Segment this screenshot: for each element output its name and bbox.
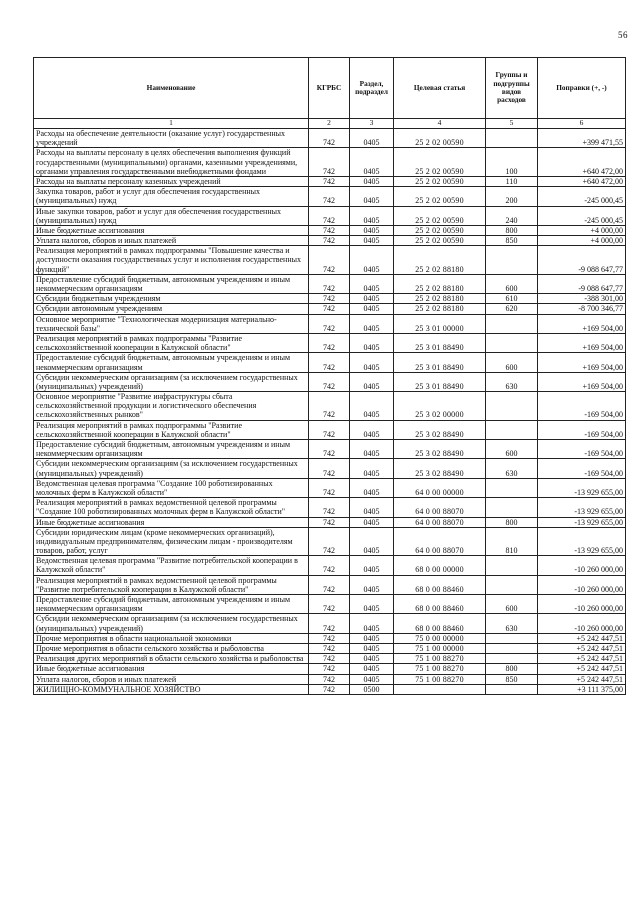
row-expense-group: 610 xyxy=(486,294,538,304)
row-target-article: 25 2 02 00590 xyxy=(394,236,486,246)
row-name: Предоставление субсидий бюджетным, автономным учреждениям и иным некоммерческим организациям xyxy=(34,595,309,614)
row-amendment-amount: +169 504,00 xyxy=(538,314,626,333)
row-kgrbs: 742 xyxy=(309,206,350,225)
row-kgrbs: 742 xyxy=(309,187,350,206)
row-amendment-amount: -10 260 000,00 xyxy=(538,556,626,575)
row-expense-group xyxy=(486,420,538,439)
row-target-article: 25 3 02 88490 xyxy=(394,459,486,478)
row-kgrbs: 742 xyxy=(309,129,350,148)
row-amendment-amount: -245 000,45 xyxy=(538,187,626,206)
row-amendment-amount: -10 260 000,00 xyxy=(538,595,626,614)
table-row xyxy=(34,129,626,148)
row-section: 0405 xyxy=(350,556,394,575)
row-amendment-amount: -169 504,00 xyxy=(538,459,626,478)
row-kgrbs: 742 xyxy=(309,654,350,664)
row-kgrbs: 742 xyxy=(309,353,350,372)
table-row xyxy=(34,575,626,594)
row-kgrbs: 742 xyxy=(309,478,350,497)
row-expense-group xyxy=(486,643,538,653)
row-name: Реализация мероприятий в рамках подпрограммы "Развитие сельскохозяйственной кооперации в Калужской области" xyxy=(34,420,309,439)
row-target-article: 25 2 02 00590 xyxy=(394,148,486,177)
row-amendment-amount: +5 242 447,51 xyxy=(538,664,626,674)
table-row xyxy=(34,527,626,556)
row-section: 0405 xyxy=(350,527,394,556)
row-section: 0405 xyxy=(350,176,394,186)
table-row xyxy=(34,176,626,186)
row-kgrbs: 742 xyxy=(309,176,350,186)
row-kgrbs: 742 xyxy=(309,498,350,517)
row-expense-group: 850 xyxy=(486,236,538,246)
row-amendment-amount: +169 504,00 xyxy=(538,372,626,391)
header-amendment: Поправки (+, -) xyxy=(538,58,626,119)
row-kgrbs: 742 xyxy=(309,633,350,643)
row-section: 0405 xyxy=(350,187,394,206)
row-amendment-amount: -8 700 346,77 xyxy=(538,304,626,314)
row-name: Субсидии некоммерческим организациям (за исключением государственных (муниципальных) учреждений) xyxy=(34,614,309,633)
row-target-article: 25 2 02 00590 xyxy=(394,206,486,225)
row-target-article: 75 1 00 88270 xyxy=(394,654,486,664)
header-row xyxy=(34,58,626,119)
row-amendment-amount: +4 000,00 xyxy=(538,236,626,246)
row-name: Ведомственная целевая программа "Создание 100 роботизированных молочных ферм в Калужской области" xyxy=(34,478,309,497)
row-kgrbs: 742 xyxy=(309,148,350,177)
table-row xyxy=(34,633,626,643)
row-amendment-amount: -9 088 647,77 xyxy=(538,246,626,275)
row-section: 0405 xyxy=(350,294,394,304)
row-expense-group: 600 xyxy=(486,353,538,372)
table-row xyxy=(34,517,626,527)
row-name: Субсидии юридическим лицам (кроме некоммерческих организаций), индивидуальным предпринимателям, физическим лицам - производителям товаров, работ, услуг xyxy=(34,527,309,556)
row-kgrbs: 742 xyxy=(309,294,350,304)
row-name: Расходы на выплаты персоналу в целях обеспечения выполнения функций государственными (муниципальными) органами, казенными учреждениями, органами управления государственными внебюджетными фондами xyxy=(34,148,309,177)
row-expense-group xyxy=(486,478,538,497)
row-section: 0405 xyxy=(350,633,394,643)
table-row xyxy=(34,372,626,391)
row-name: Субсидии некоммерческим организациям (за исключением государственных (муниципальных) учреждений) xyxy=(34,459,309,478)
table-row xyxy=(34,206,626,225)
row-target-article: 25 2 02 88180 xyxy=(394,274,486,293)
row-target-article: 25 3 02 00000 xyxy=(394,392,486,421)
row-kgrbs: 742 xyxy=(309,440,350,459)
row-amendment-amount: -10 260 000,00 xyxy=(538,614,626,633)
row-name: Реализация мероприятий в рамках ведомственной целевой программы "Развитие потребительской кооперации в Калужской области" xyxy=(34,575,309,594)
row-name: Расходы на выплаты персоналу казенных учреждений xyxy=(34,176,309,186)
row-target-article: 25 3 02 88490 xyxy=(394,440,486,459)
row-expense-group: 630 xyxy=(486,459,538,478)
row-section: 0405 xyxy=(350,246,394,275)
table-row xyxy=(34,498,626,517)
row-amendment-amount: -169 504,00 xyxy=(538,440,626,459)
table-row xyxy=(34,643,626,653)
table-row xyxy=(34,246,626,275)
row-expense-group: 100 xyxy=(486,148,538,177)
row-expense-group: 240 xyxy=(486,206,538,225)
row-section: 0405 xyxy=(350,206,394,225)
row-section: 0405 xyxy=(350,353,394,372)
row-target-article: 25 2 02 88180 xyxy=(394,294,486,304)
row-expense-group: 600 xyxy=(486,595,538,614)
row-target-article: 64 0 00 88070 xyxy=(394,498,486,517)
row-expense-group: 800 xyxy=(486,517,538,527)
row-expense-group: 800 xyxy=(486,225,538,235)
row-target-article: 25 3 01 88490 xyxy=(394,333,486,352)
row-expense-group xyxy=(486,498,538,517)
column-number: 1 xyxy=(34,119,309,129)
row-amendment-amount: +640 472,00 xyxy=(538,176,626,186)
row-section: 0405 xyxy=(350,654,394,664)
table-row xyxy=(34,333,626,352)
row-name: Реализация мероприятий в рамках подпрограммы "Развитие сельскохозяйственной кооперации в Калужской области" xyxy=(34,333,309,352)
row-name: Субсидии некоммерческим организациям (за исключением государственных (муниципальных) учреждений) xyxy=(34,372,309,391)
row-expense-group xyxy=(486,633,538,643)
row-kgrbs: 742 xyxy=(309,684,350,694)
table-row xyxy=(34,392,626,421)
table-row xyxy=(34,459,626,478)
row-expense-group: 630 xyxy=(486,372,538,391)
row-expense-group xyxy=(486,575,538,594)
column-number: 5 xyxy=(486,119,538,129)
row-name: Реализация мероприятий в рамках подпрограммы "Повышение качества и доступности оказания государственных услуг и исполнения государственных функций" xyxy=(34,246,309,275)
table-row xyxy=(34,664,626,674)
row-target-article: 25 3 01 88490 xyxy=(394,372,486,391)
row-target-article: 68 0 00 88460 xyxy=(394,614,486,633)
row-kgrbs: 742 xyxy=(309,556,350,575)
row-expense-group xyxy=(486,556,538,575)
row-expense-group: 600 xyxy=(486,274,538,293)
row-amendment-amount: +169 504,00 xyxy=(538,353,626,372)
row-section: 0405 xyxy=(350,459,394,478)
row-target-article: 64 0 00 88070 xyxy=(394,527,486,556)
row-amendment-amount: +169 504,00 xyxy=(538,333,626,352)
column-number: 4 xyxy=(394,119,486,129)
table-row xyxy=(34,556,626,575)
table-row xyxy=(34,654,626,664)
header-name: Наименование xyxy=(34,58,309,119)
row-target-article: 25 3 01 00000 xyxy=(394,314,486,333)
row-target-article: 68 0 00 88460 xyxy=(394,575,486,594)
header-target: Целевая статья xyxy=(394,58,486,119)
row-kgrbs: 742 xyxy=(309,674,350,684)
row-kgrbs: 742 xyxy=(309,527,350,556)
row-name: Закупка товаров, работ и услуг для обеспечения государственных (муниципальных) нужд xyxy=(34,187,309,206)
table-row xyxy=(34,148,626,177)
row-name: Предоставление субсидий бюджетным, автономным учреждениям и иным некоммерческим организациям xyxy=(34,353,309,372)
row-kgrbs: 742 xyxy=(309,392,350,421)
row-kgrbs: 742 xyxy=(309,274,350,293)
row-kgrbs: 742 xyxy=(309,517,350,527)
row-name: Прочие мероприятия в области сельского хозяйства и рыболовства xyxy=(34,643,309,653)
row-expense-group: 110 xyxy=(486,176,538,186)
row-name: Предоставление субсидий бюджетным, автономным учреждениям и иным некоммерческим организациям xyxy=(34,274,309,293)
table-row xyxy=(34,353,626,372)
row-expense-group xyxy=(486,129,538,148)
column-number: 2 xyxy=(309,119,350,129)
row-expense-group: 800 xyxy=(486,664,538,674)
row-target-article: 68 0 00 88460 xyxy=(394,595,486,614)
row-section: 0500 xyxy=(350,684,394,694)
row-amendment-amount: -245 000,45 xyxy=(538,206,626,225)
row-name: Ведомственная целевая программа "Развитие потребительской кооперации в Калужской области" xyxy=(34,556,309,575)
table-row xyxy=(34,440,626,459)
column-number: 6 xyxy=(538,119,626,129)
row-amendment-amount: -388 301,00 xyxy=(538,294,626,304)
row-section: 0405 xyxy=(350,129,394,148)
row-amendment-amount: +5 242 447,51 xyxy=(538,643,626,653)
row-section: 0405 xyxy=(350,478,394,497)
row-section: 0405 xyxy=(350,148,394,177)
row-kgrbs: 742 xyxy=(309,333,350,352)
row-kgrbs: 742 xyxy=(309,372,350,391)
table-row xyxy=(34,187,626,206)
row-kgrbs: 742 xyxy=(309,225,350,235)
row-section: 0405 xyxy=(350,372,394,391)
row-target-article: 25 3 02 88490 xyxy=(394,420,486,439)
row-target-article: 25 2 02 88180 xyxy=(394,246,486,275)
row-target-article: 25 2 02 88180 xyxy=(394,304,486,314)
table-row xyxy=(34,674,626,684)
header-section: Раздел, подраздел xyxy=(350,58,394,119)
row-amendment-amount: -169 504,00 xyxy=(538,392,626,421)
row-section: 0405 xyxy=(350,614,394,633)
table-row xyxy=(34,614,626,633)
row-name: Субсидии бюджетным учреждениям xyxy=(34,294,309,304)
row-amendment-amount: +5 242 447,51 xyxy=(538,654,626,664)
table-row xyxy=(34,294,626,304)
row-section: 0405 xyxy=(350,304,394,314)
row-name: Иные бюджетные ассигнования xyxy=(34,225,309,235)
row-target-article: 25 2 02 00590 xyxy=(394,187,486,206)
row-expense-group xyxy=(486,314,538,333)
row-name: Реализация мероприятий в рамках ведомственной целевой программы "Создание 100 роботизированных молочных ферм в Калужской области" xyxy=(34,498,309,517)
row-section: 0405 xyxy=(350,643,394,653)
row-kgrbs: 742 xyxy=(309,614,350,633)
row-kgrbs: 742 xyxy=(309,246,350,275)
row-amendment-amount: -9 088 647,77 xyxy=(538,274,626,293)
row-target-article: 75 1 00 88270 xyxy=(394,674,486,684)
row-kgrbs: 742 xyxy=(309,420,350,439)
row-section: 0405 xyxy=(350,575,394,594)
row-amendment-amount: +5 242 447,51 xyxy=(538,633,626,643)
row-amendment-amount: -13 929 655,00 xyxy=(538,478,626,497)
row-name: Расходы на обеспечение деятельности (оказание услуг) государственных учреждений xyxy=(34,129,309,148)
row-amendment-amount: -10 260 000,00 xyxy=(538,575,626,594)
table-row xyxy=(34,684,626,694)
row-expense-group: 200 xyxy=(486,187,538,206)
row-target-article: 75 1 00 88270 xyxy=(394,664,486,674)
row-kgrbs: 742 xyxy=(309,236,350,246)
row-target-article: 64 0 00 00000 xyxy=(394,478,486,497)
row-name: Основное мероприятие "Развитие инфраструктуры сбыта сельскохозяйственной продукции и логистического обеспечения сельскохозяйственных рынков" xyxy=(34,392,309,421)
row-target-article: 25 2 02 00590 xyxy=(394,176,486,186)
row-target-article: 75 1 00 00000 xyxy=(394,643,486,653)
row-expense-group: 810 xyxy=(486,527,538,556)
row-expense-group: 600 xyxy=(486,440,538,459)
row-amendment-amount: +5 242 447,51 xyxy=(538,674,626,684)
row-amendment-amount: -169 504,00 xyxy=(538,420,626,439)
row-amendment-amount: +4 000,00 xyxy=(538,225,626,235)
header-group: Группы и подгруппы видов расходов xyxy=(486,58,538,119)
row-name: Основное мероприятие "Технологическая модернизация материально-технической базы" xyxy=(34,314,309,333)
row-name: Иные закупки товаров, работ и услуг для обеспечения государственных (муниципальных) нужд xyxy=(34,206,309,225)
row-name: ЖИЛИЩНО-КОММУНАЛЬНОЕ ХОЗЯЙСТВО xyxy=(34,684,309,694)
row-expense-group: 850 xyxy=(486,674,538,684)
row-name: Уплата налогов, сборов и иных платежей xyxy=(34,236,309,246)
row-amendment-amount: -13 929 655,00 xyxy=(538,498,626,517)
row-target-article: 25 3 01 88490 xyxy=(394,353,486,372)
row-amendment-amount: +640 472,00 xyxy=(538,148,626,177)
table-body xyxy=(34,129,626,695)
row-kgrbs: 742 xyxy=(309,595,350,614)
table-row xyxy=(34,304,626,314)
table-row xyxy=(34,314,626,333)
row-kgrbs: 742 xyxy=(309,575,350,594)
table-row xyxy=(34,478,626,497)
row-target-article: 25 2 02 00590 xyxy=(394,129,486,148)
row-section: 0405 xyxy=(350,236,394,246)
row-section: 0405 xyxy=(350,333,394,352)
row-name: Иные бюджетные ассигнования xyxy=(34,517,309,527)
row-target-article: 64 0 00 88070 xyxy=(394,517,486,527)
budget-amendments-table xyxy=(33,57,626,695)
row-name: Прочие мероприятия в области национальной экономики xyxy=(34,633,309,643)
row-target-article: 68 0 00 00000 xyxy=(394,556,486,575)
row-expense-group xyxy=(486,333,538,352)
table-row xyxy=(34,274,626,293)
table-row xyxy=(34,420,626,439)
row-section: 0405 xyxy=(350,440,394,459)
row-kgrbs: 742 xyxy=(309,304,350,314)
row-target-article: 25 2 02 00590 xyxy=(394,225,486,235)
row-section: 0405 xyxy=(350,225,394,235)
column-number: 3 xyxy=(350,119,394,129)
row-expense-group: 620 xyxy=(486,304,538,314)
row-kgrbs: 742 xyxy=(309,664,350,674)
row-expense-group xyxy=(486,392,538,421)
row-amendment-amount: +399 471,55 xyxy=(538,129,626,148)
header-kgrbs: КГРБС xyxy=(309,58,350,119)
row-section: 0405 xyxy=(350,392,394,421)
row-section: 0405 xyxy=(350,517,394,527)
table-row xyxy=(34,236,626,246)
row-amendment-amount: -13 929 655,00 xyxy=(538,517,626,527)
row-name: Предоставление субсидий бюджетным, автономным учреждениям и иным некоммерческим организациям xyxy=(34,440,309,459)
row-expense-group: 630 xyxy=(486,614,538,633)
table-row xyxy=(34,225,626,235)
row-name: Уплата налогов, сборов и иных платежей xyxy=(34,674,309,684)
row-section: 0405 xyxy=(350,674,394,684)
column-number-row xyxy=(34,119,626,129)
table-row xyxy=(34,595,626,614)
row-section: 0405 xyxy=(350,498,394,517)
row-kgrbs: 742 xyxy=(309,459,350,478)
row-expense-group xyxy=(486,654,538,664)
row-kgrbs: 742 xyxy=(309,314,350,333)
row-section: 0405 xyxy=(350,595,394,614)
row-section: 0405 xyxy=(350,274,394,293)
row-section: 0405 xyxy=(350,420,394,439)
row-name: Субсидии автономным учреждениям xyxy=(34,304,309,314)
row-expense-group xyxy=(486,246,538,275)
row-target-article xyxy=(394,684,486,694)
page-number: 56 xyxy=(618,30,628,40)
row-amendment-amount: -13 929 655,00 xyxy=(538,527,626,556)
row-expense-group xyxy=(486,684,538,694)
row-section: 0405 xyxy=(350,664,394,674)
row-section: 0405 xyxy=(350,314,394,333)
row-kgrbs: 742 xyxy=(309,643,350,653)
row-name: Иные бюджетные ассигнования xyxy=(34,664,309,674)
row-target-article: 75 0 00 00000 xyxy=(394,633,486,643)
row-amendment-amount: +3 111 375,00 xyxy=(538,684,626,694)
row-name: Реализация других мероприятий в области сельского хозяйства и рыболовства xyxy=(34,654,309,664)
